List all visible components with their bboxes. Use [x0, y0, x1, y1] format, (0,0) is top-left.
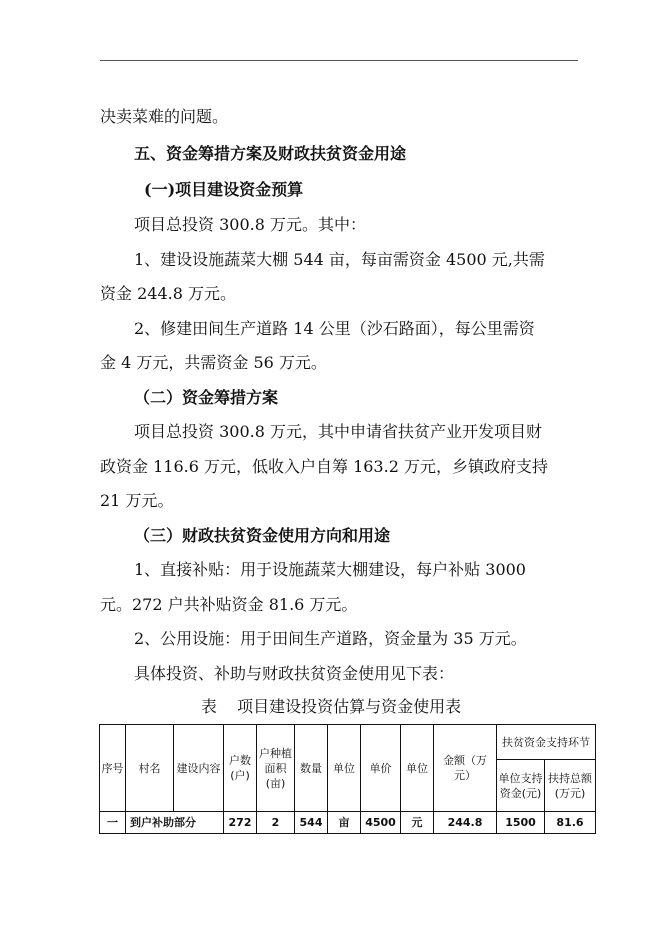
cell-unit-support: 1500 [497, 812, 545, 834]
paragraph-line: 元。272 户共补贴资金 81.6 万元。 [100, 595, 358, 614]
header-total-support: 扶持总额(万元) [545, 760, 596, 812]
cell-seq: 一 [100, 812, 126, 834]
paragraph-line: 2、公用设施：用于田间生产道路，资金量为 35 万元。 [134, 629, 527, 648]
header-households: 户数(户) [224, 725, 257, 812]
header-support-group: 扶贫资金支持环节 [497, 725, 596, 760]
header-area: 户种植面积(亩) [257, 725, 295, 812]
cell-quantity: 544 [295, 812, 328, 834]
table-caption: 表 项目建设投资估算与资金使用表 [200, 697, 462, 716]
header-unit-support: 单位支持资金(元) [497, 760, 545, 812]
header-quantity: 数量 [295, 725, 328, 812]
table-row [100, 812, 596, 834]
paragraph-line: 2、修建田间生产道路 14 公里（沙石路面），每公里需资 [134, 319, 535, 338]
paragraph-line: 项目总投资 300.8 万元。其中： [134, 215, 366, 234]
paragraph-line: 1、建设设施蔬菜大棚 544 亩，每亩需资金 4500 元,共需 [134, 250, 545, 269]
paragraph-line: 1、直接补贴：用于设施蔬菜大棚建设，每户补贴 3000 [134, 560, 526, 579]
header-village: 村名 [126, 725, 174, 812]
paragraph-line: 金 4 万元，共需资金 56 万元。 [100, 353, 327, 372]
budget-table [99, 724, 596, 834]
header-price: 单价 [361, 725, 401, 812]
paragraph-line: 政资金 116.6 万元，低收入户自筹 163.2 万元，乡镇政府支持 [100, 457, 548, 476]
paragraph-line: 资金 244.8 万元。 [100, 284, 236, 303]
page-header-rule [100, 60, 578, 61]
cell-households: 272 [224, 812, 257, 834]
paragraph-line: 决卖菜难的问题。 [100, 107, 229, 126]
paragraph-line: 项目总投资 300.8 万元，其中申请省扶贫产业开发项目财 [134, 422, 542, 441]
cell-price: 4500 [361, 812, 401, 834]
section-heading: 五、资金筹措方案及财政扶贫资金用途 [134, 144, 407, 163]
header-amount: 金额（万元） [434, 725, 497, 812]
cell-price-unit: 元 [401, 812, 434, 834]
cell-label: 到户补助部分 [126, 812, 224, 834]
cell-area: 2 [257, 812, 295, 834]
header-seq: 序号 [100, 725, 126, 812]
header-price-unit: 单位 [401, 725, 434, 812]
paragraph-line: 21 万元。 [100, 491, 174, 510]
header-unit: 单位 [328, 725, 361, 812]
cell-amount: 244.8 [434, 812, 497, 834]
subsection-heading: (一)项目建设资金预算 [144, 180, 304, 199]
subsection-heading: （三）财政扶贫资金使用方向和用途 [134, 526, 391, 545]
subsection-heading: （二）资金筹措方案 [134, 388, 279, 407]
cell-total-support: 81.6 [545, 812, 596, 834]
paragraph-line: 具体投资、补助与财政扶贫资金使用见下表： [134, 664, 455, 683]
header-content: 建设内容 [174, 725, 224, 812]
cell-unit: 亩 [328, 812, 361, 834]
